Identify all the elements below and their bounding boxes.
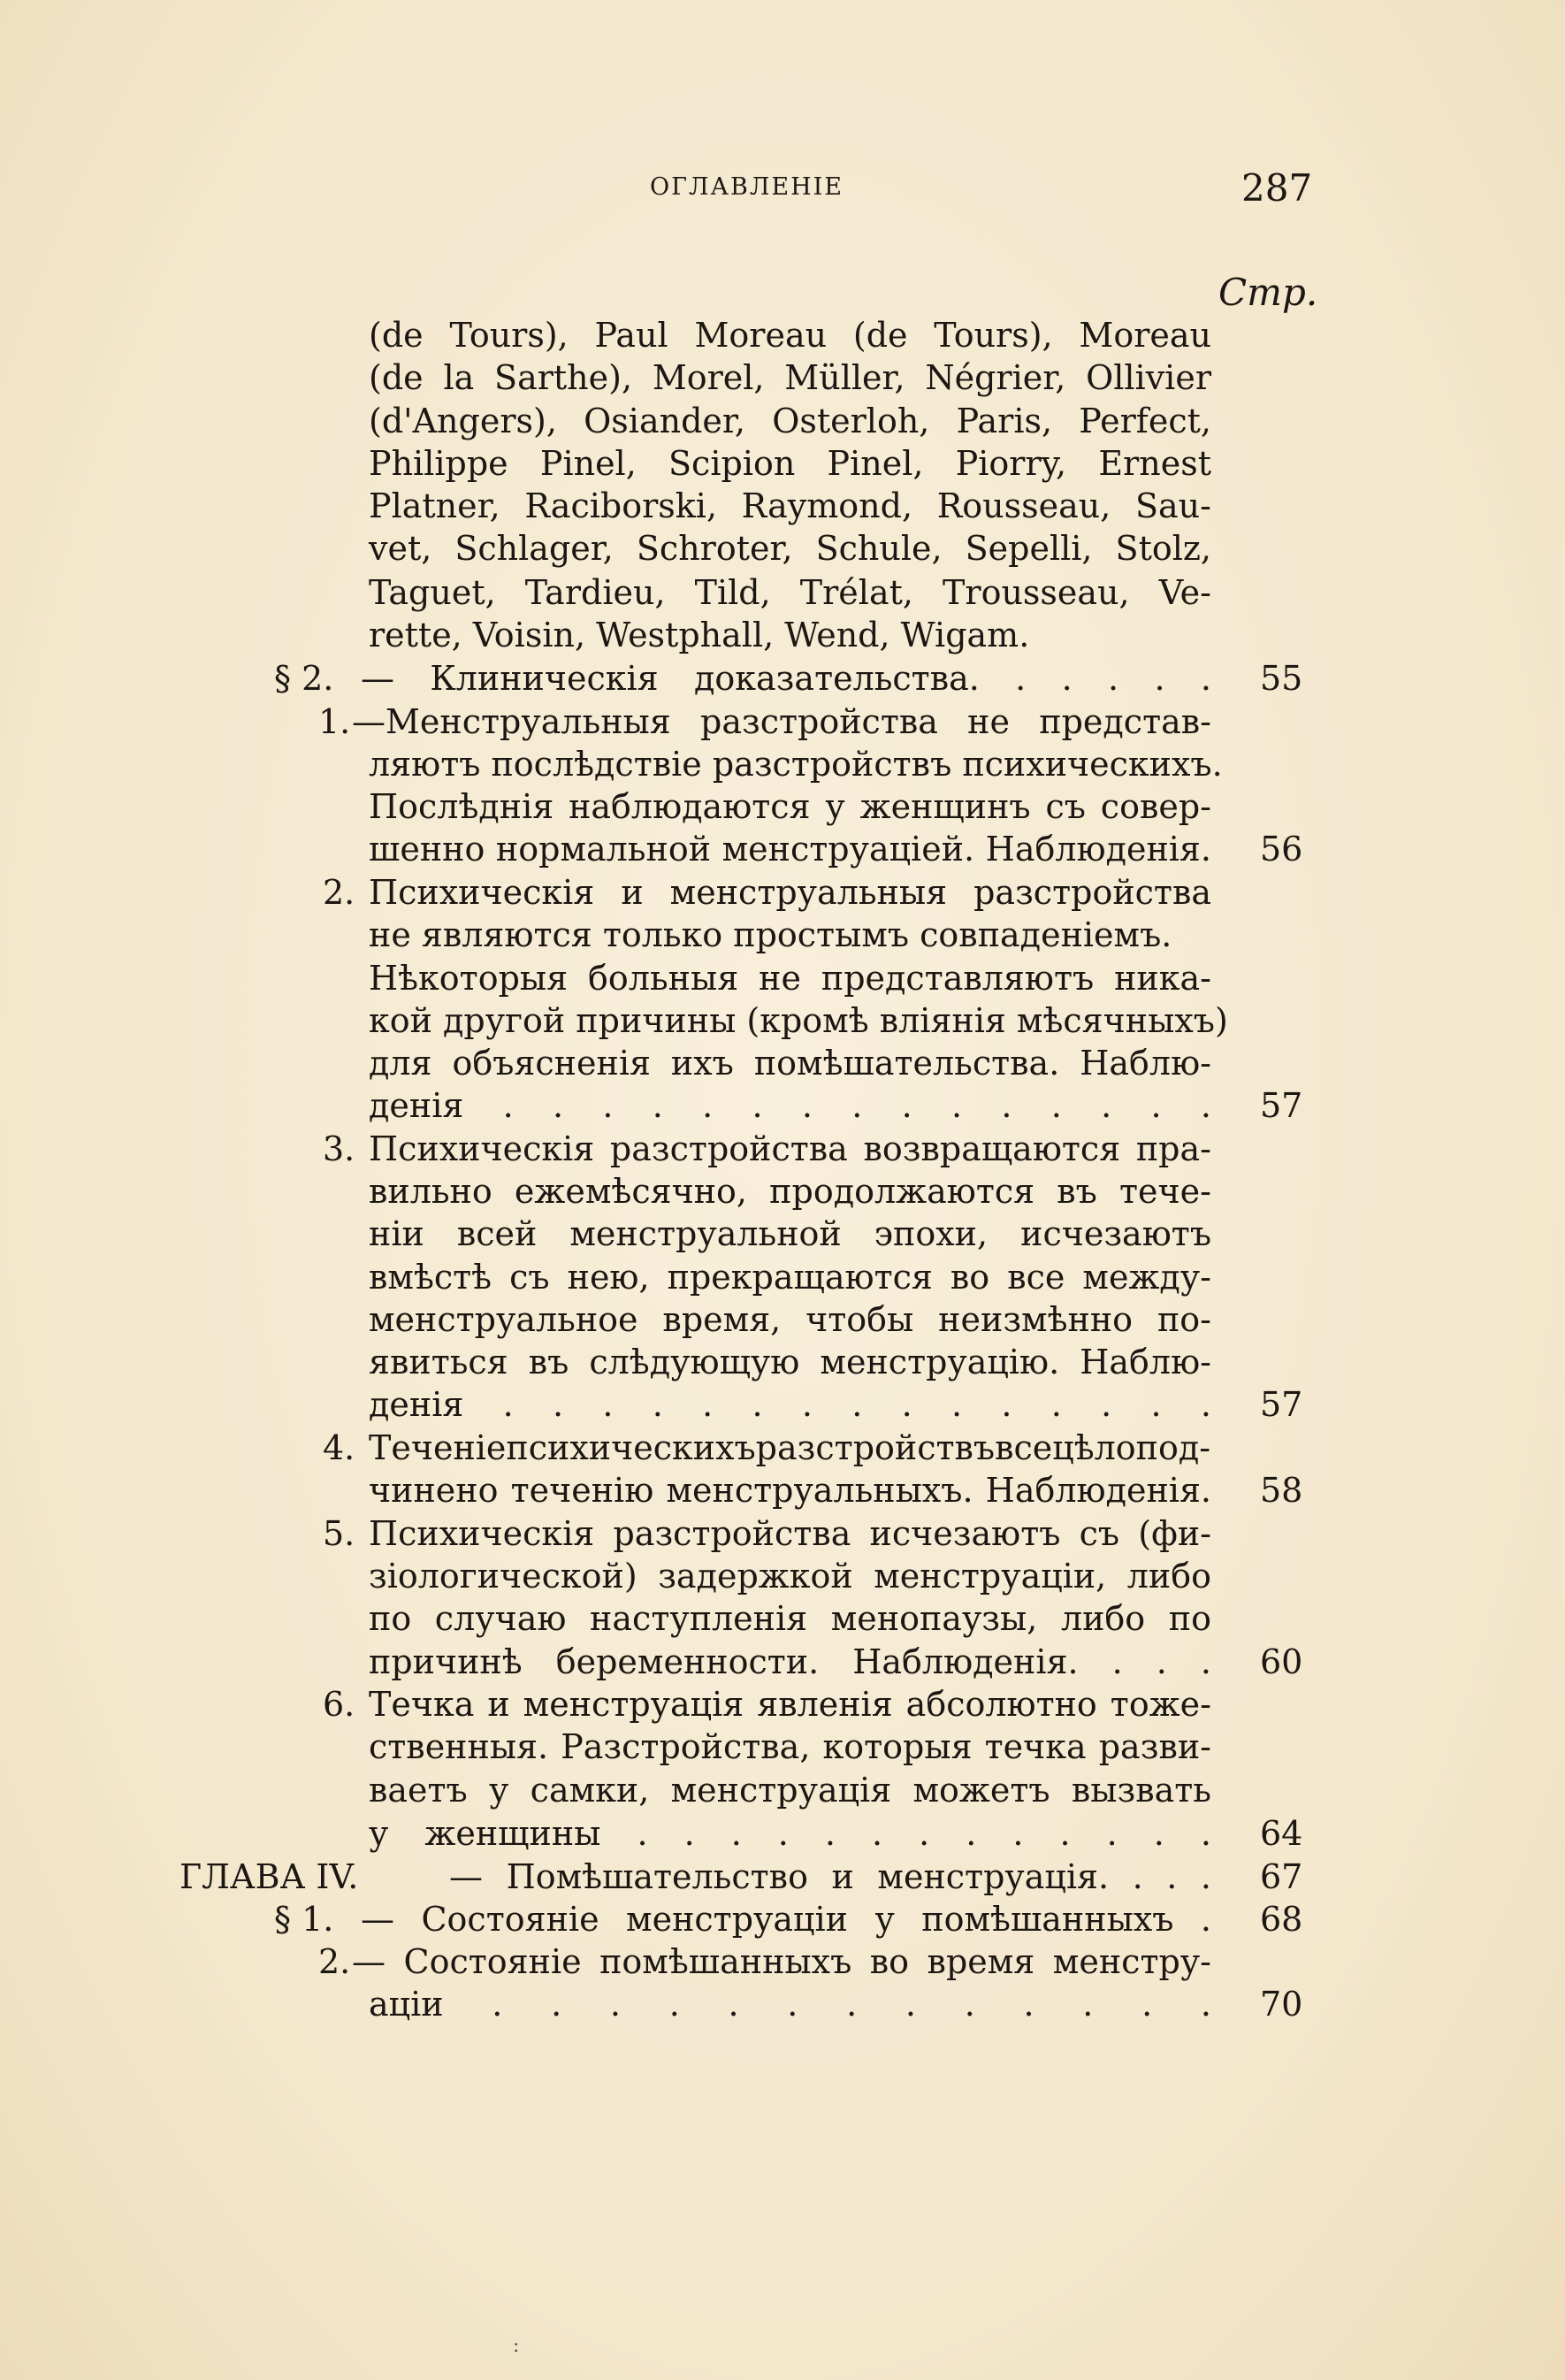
toc-entry-text: — Состояніе менструаціи у помѣшанныхъ . [361,1900,1211,1939]
toc-entry-number: 5. [323,1514,355,1553]
toc-entry-text: (de la Sarthe), Morel, Müller, Négrier, Ollivier [369,358,1211,397]
toc-entry-text: менструальное время, чтобы неизмѣнно по- [369,1300,1211,1339]
toc-entry-text: по случаю наступленія менопаузы, либо по [369,1599,1211,1638]
toc-page-ref: 70 [1260,1985,1303,2024]
toc-page-ref: 68 [1260,1900,1303,1939]
toc-entry-text: денія . . . . . . . . . . . . . . . [369,1385,1211,1424]
toc-page-ref: 56 [1260,830,1303,869]
toc-entry-number: 2. [323,873,355,912]
toc-entry-text: Platner, Raciborski, Raymond, Rousseau, Sau- [369,486,1211,525]
toc-line [0,1042,1565,1084]
toc-line [0,871,1565,914]
toc-entry-text: — Состояніе помѣшанныхъ во время менстру- [352,1942,1211,1981]
toc-entry-text: вильно ежемѣсячно, продолжаются въ тече- [369,1172,1211,1211]
page-column-label: Стр. [1218,271,1318,314]
toc-line [0,1341,1565,1383]
toc-entry-text: ственныя. Разстройства, которыя течка разви- [369,1727,1211,1766]
toc-line [0,957,1565,999]
toc-line [0,657,1565,700]
toc-entry-text: Послѣднія наблюдаются у женщинъ съ совер- [369,787,1211,826]
toc-line [0,1298,1565,1341]
toc-line [0,1940,1565,1983]
toc-line [0,527,1565,570]
toc-line [0,785,1565,828]
toc-line [0,743,1565,785]
toc-entry-text: вмѣстѣ съ нею, прекращаются во все между- [369,1258,1211,1297]
toc-entry-text: аціи . . . . . . . . . . . . . [369,1985,1211,2024]
toc-page-ref: 64 [1260,1814,1303,1853]
toc-entry-text: Philippe Pinel, Scipion Pinel, Piorry, Ernest [369,444,1211,483]
toc-line [0,1683,1565,1726]
toc-line [0,314,1565,356]
toc-line [0,571,1565,614]
toc-entry-number: § 1. [274,1900,334,1939]
toc-line [0,914,1565,956]
toc-entry-text: — Помѣшательство и менструація. . . . [449,1857,1211,1896]
toc-entry-number: ГЛАВА IV. [179,1857,359,1896]
toc-page-ref: 58 [1260,1471,1303,1510]
toc-entry-number: 4. [323,1428,355,1467]
toc-entry-text: ваетъ у самки, менструація можетъ вызвать [369,1771,1211,1810]
toc-line [0,1213,1565,1255]
toc-entry-text: Психическія разстройства исчезаютъ съ (фи- [369,1514,1211,1553]
toc-page-ref: 57 [1260,1086,1303,1125]
toc-line [0,614,1565,656]
toc-line [0,1170,1565,1213]
toc-entry-text: Психическія и менструальныя разстройства [369,873,1211,912]
toc-line [0,1383,1565,1426]
toc-line [0,442,1565,485]
toc-line [0,485,1565,527]
toc-page-ref: 55 [1260,659,1303,698]
toc-line [0,1084,1565,1127]
toc-entry-text: —Менструальныя разстройства не представ- [352,702,1211,741]
toc-entry-text: (d'Angers), Osiander, Osterloh, Paris, Perfect, [369,402,1211,440]
toc-line [0,1812,1565,1855]
toc-entry-text: Течка и менструація явленія абсолютно тоже- [369,1685,1211,1724]
toc-entry-text: денія . . . . . . . . . . . . . . . [369,1086,1211,1125]
toc-entry-text: ляютъ послѣдствіе разстройствъ психическихъ. [369,745,1223,784]
toc-page-ref: 67 [1260,1857,1303,1896]
toc-line [0,1641,1565,1683]
toc-line [0,1469,1565,1511]
toc-entry-text: Психическія разстройства возвращаются пра- [369,1129,1211,1168]
toc-line [0,1983,1565,2025]
page-number: 287 [1241,166,1313,210]
toc-entry-text: vet, Schlager, Schroter, Schule, Sepelli, Stolz, [369,529,1211,568]
toc-line [0,1555,1565,1597]
toc-entry-text: явиться въ слѣдующую менструацію. Наблю- [369,1343,1211,1381]
stray-mark: : [513,2335,520,2357]
toc-entry-text: причинѣ беременности. Наблюденія. . . . [369,1642,1211,1681]
toc-entry-text: кой другой причины (кромѣ вліянія мѣсячныхъ) [369,1001,1228,1040]
toc-entry-text: ніи всей менструальной эпохи, исчезаютъ [369,1214,1211,1253]
toc-entry-number: § 2. [274,659,334,698]
running-header: ОГЛАВЛЕНІЕ [650,173,844,201]
toc-line [0,999,1565,1042]
toc-entry-text: Taguet, Tardieu, Tild, Trélat, Trousseau, Ve- [369,573,1211,612]
toc-line [0,1769,1565,1811]
toc-line [0,1597,1565,1640]
toc-entry-number: 6. [323,1685,355,1724]
toc-line [0,1512,1565,1555]
toc-entry-text: не являются только простымъ совпаденіемъ. [369,915,1172,954]
toc-entry-text: rette, Voisin, Westphall, Wend, Wigam. [369,616,1030,654]
toc-entry-text: Нѣкоторыя больныя не представляютъ ника- [369,959,1211,998]
toc-entry-text: шенно нормальной менструаціей. Наблюденія. [369,830,1211,869]
toc-entry-text: для объясненія ихъ помѣшательства. Наблю- [369,1044,1211,1083]
toc-line [0,700,1565,743]
toc-line [0,828,1565,870]
toc-line [0,356,1565,399]
toc-line [0,1726,1565,1768]
toc-line [0,1427,1565,1469]
toc-entry-text: — Клиническія доказательства. . . . . . [361,659,1211,698]
toc-entry-text: Теченіепсихическихъразстройствъвсецѣлопод- [369,1428,1211,1467]
toc-line [0,1898,1565,1940]
toc-line [0,1856,1565,1898]
toc-page-ref: 60 [1260,1642,1303,1681]
toc-page-ref: 57 [1260,1385,1303,1424]
toc-line [0,1128,1565,1170]
toc-entry-text: чинено теченію менструальныхъ. Наблюденія. [369,1471,1211,1510]
toc-entry-number: 3. [323,1129,355,1168]
toc-line [0,1256,1565,1298]
toc-entry-text: у женщины . . . . . . . . . . . . . [369,1814,1211,1853]
toc-entry-text: (de Tours), Paul Moreau (de Tours), Moreau [369,316,1211,355]
toc-entry-text: зіологической) задержкой менструаціи, либо [369,1557,1211,1596]
toc-line [0,400,1565,442]
toc-entry-number: 1. [318,702,351,741]
toc-entry-number: 2. [318,1942,351,1981]
